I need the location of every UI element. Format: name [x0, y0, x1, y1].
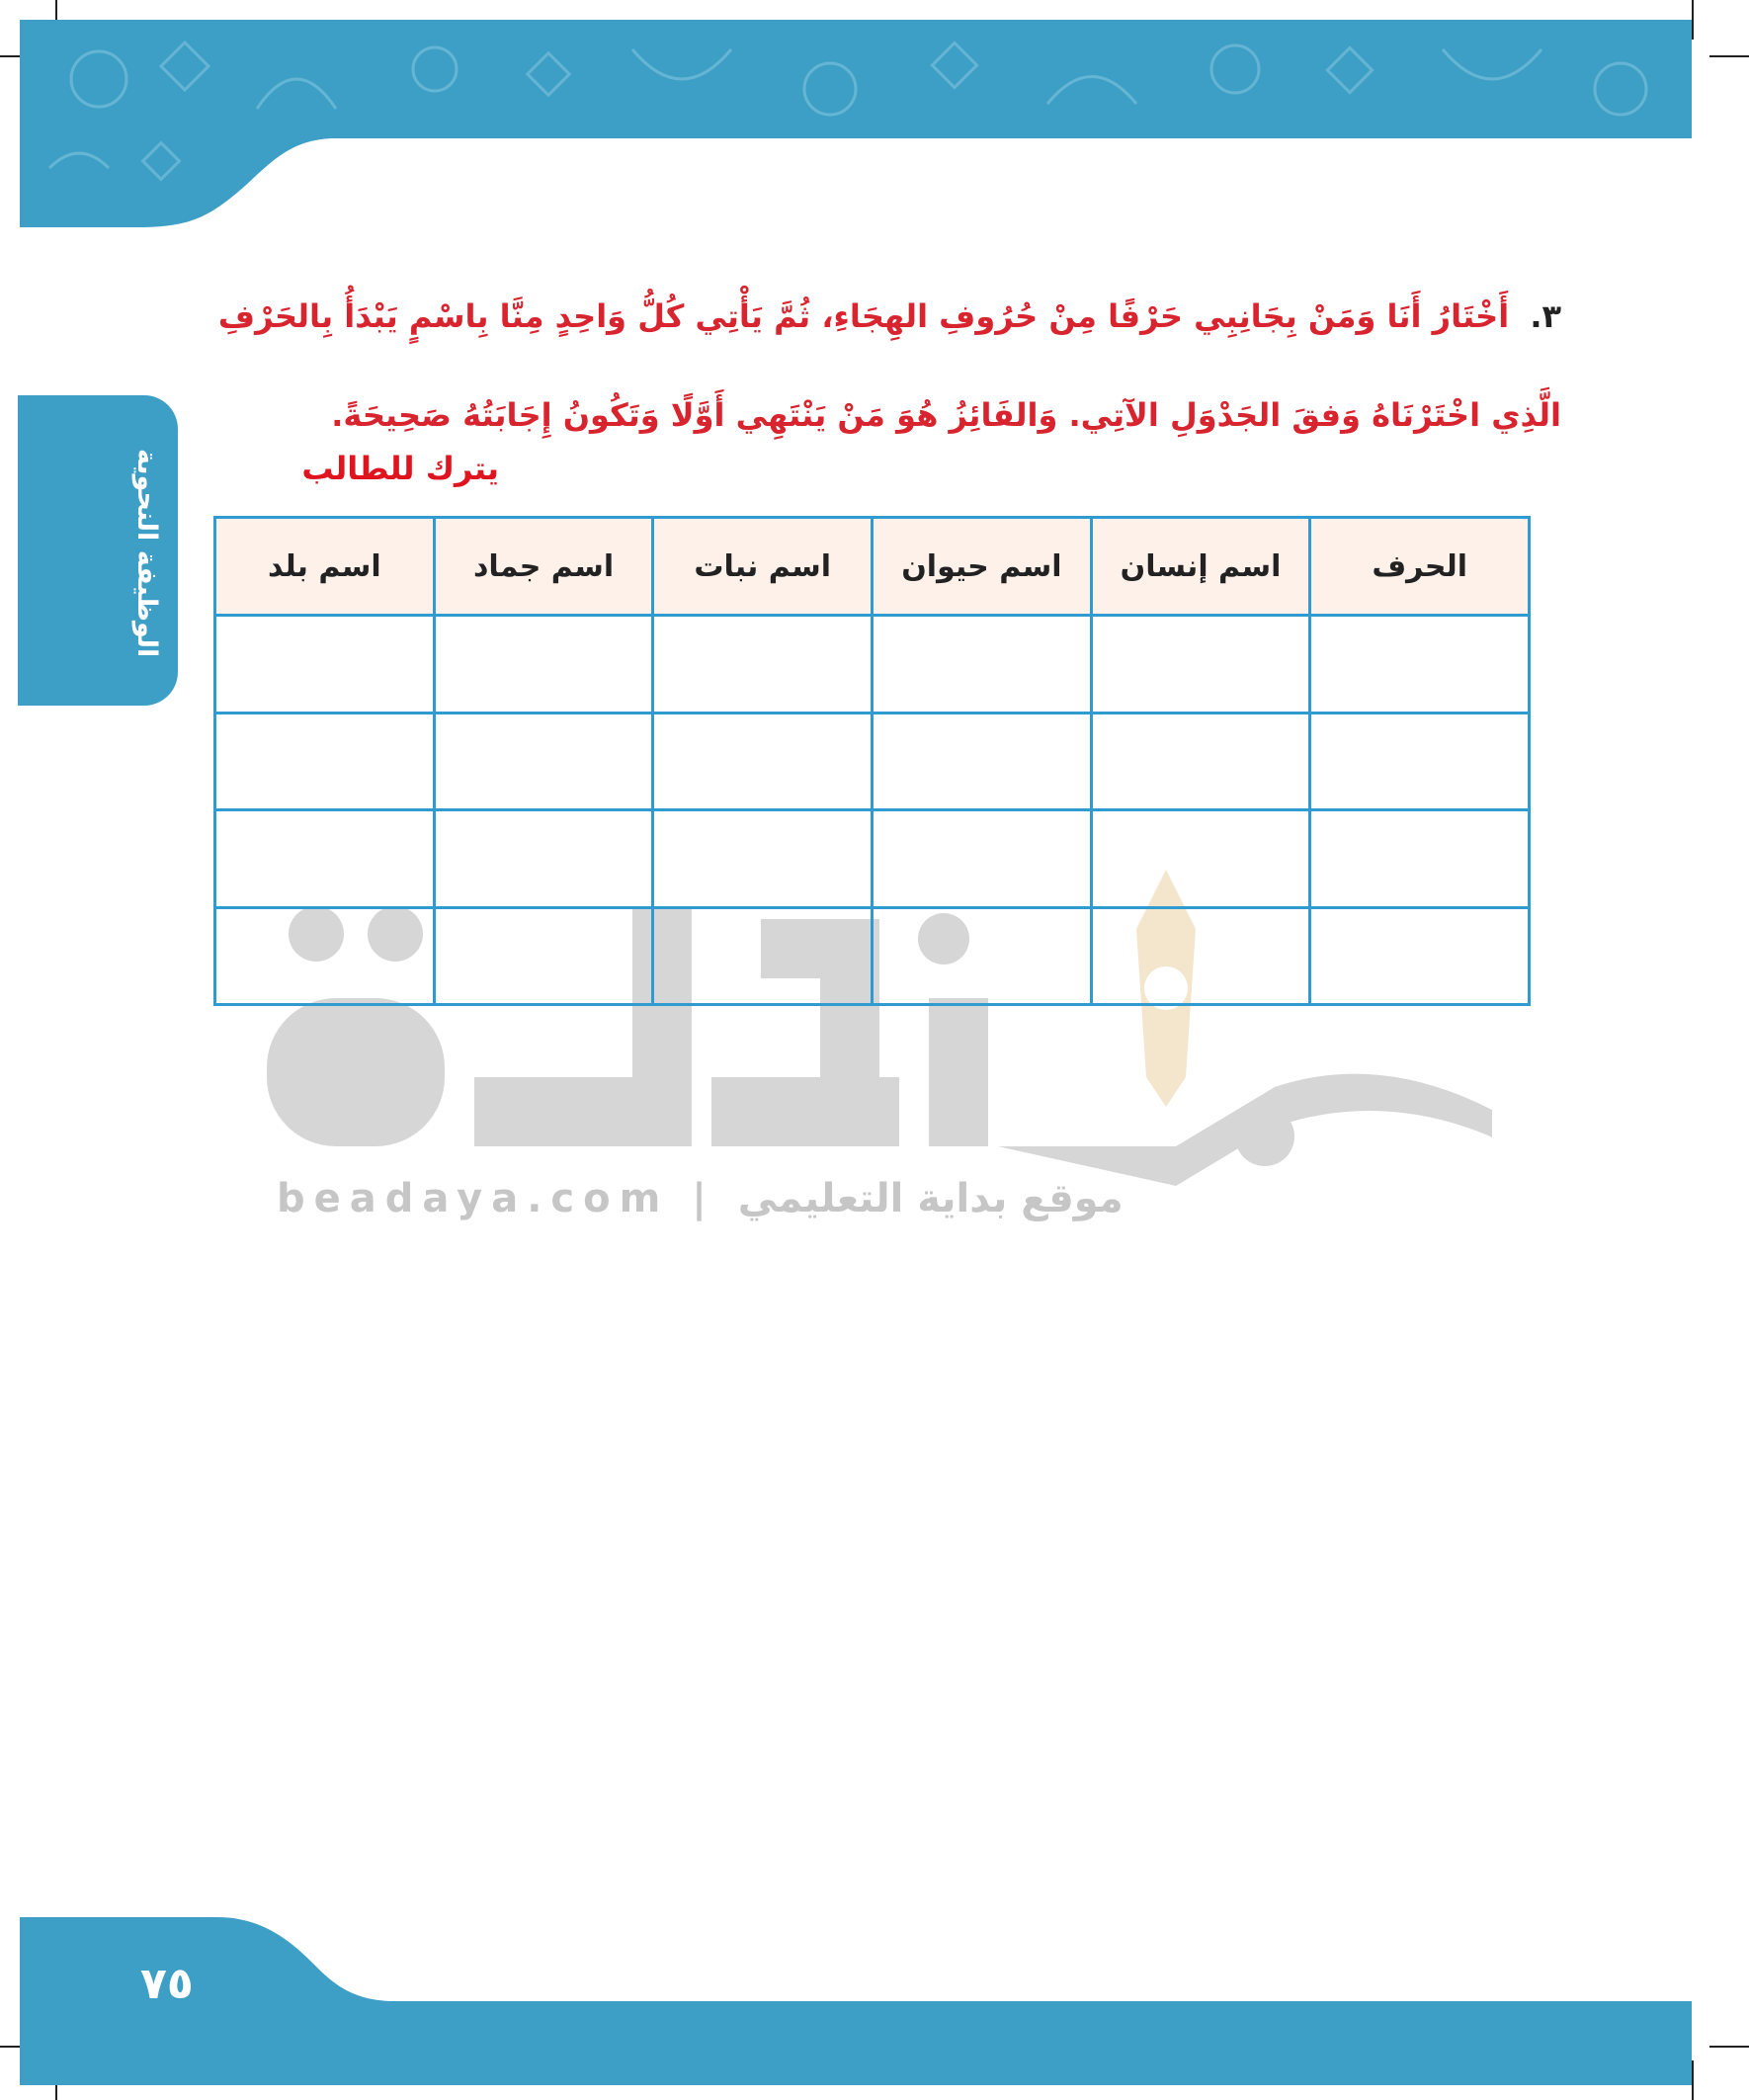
table-cell[interactable]: [873, 713, 1092, 810]
table-cell[interactable]: [434, 713, 653, 810]
table-cell[interactable]: [215, 810, 435, 908]
table-cell[interactable]: [1091, 713, 1310, 810]
question-number: ٣.: [1530, 297, 1561, 335]
table-cell[interactable]: [653, 810, 873, 908]
header-letter: الحرف: [1310, 518, 1530, 616]
table-cell[interactable]: [1091, 810, 1310, 908]
answer-note: يترك للطالب: [301, 450, 499, 487]
table-cell[interactable]: [1310, 713, 1530, 810]
header-animal-name: اسم حيوان: [873, 518, 1092, 616]
table-cell[interactable]: [873, 616, 1092, 714]
header-object-name: اسم جماد: [434, 518, 653, 616]
instruction-line-1: [198, 294, 1561, 338]
table-row: [215, 713, 1530, 810]
instruction-text-1: أَخْتَارُ أَنَا وَمَنْ بِجَانِبِي حَرْفًا مِنْ حُرُوفِ الهِجَاءِ، ثُمَّ يَأْتِي كُلُّ وَاحِدٍ مِنَّا بِاسْمٍ يَبْدَأُ بِالحَرْفِ: [217, 297, 1510, 335]
table-cell[interactable]: [653, 713, 873, 810]
table-cell[interactable]: [1310, 616, 1530, 714]
crop-mark: [1692, 2060, 1694, 2100]
instruction-text-2: الَّذِي اخْتَرْنَاهُ وَفقَ الجَدْوَلِ الآتِي. وَالفَائِزُ هُوَ مَنْ يَنْتَهِي أَوَّلًا وَتَكُونُ إِجَابَتُهُ صَحِيحَةً.: [331, 396, 1561, 434]
header-country-name: اسم بلد: [215, 518, 435, 616]
table-cell[interactable]: [215, 616, 435, 714]
table-cell[interactable]: [434, 616, 653, 714]
table-row: [215, 810, 1530, 908]
table-cell[interactable]: [1091, 616, 1310, 714]
table-cell[interactable]: [434, 907, 653, 1005]
crop-mark: [1692, 0, 1694, 40]
header-plant-name: اسم نبات: [653, 518, 873, 616]
header-band: [20, 20, 1692, 227]
page-number: ٧٥: [140, 1959, 194, 2009]
crop-mark: [1709, 55, 1749, 57]
crop-mark: [1709, 2046, 1749, 2048]
table-cell[interactable]: [1310, 810, 1530, 908]
table-row: [215, 616, 1530, 714]
game-table: [213, 516, 1531, 1006]
header-person-name: اسم إنسان: [1091, 518, 1310, 616]
footer-band: [20, 1917, 1692, 2085]
instruction-line-2: [198, 393, 1561, 437]
table-cell[interactable]: [653, 907, 873, 1005]
table-header-row: [215, 518, 1530, 616]
table-cell[interactable]: [215, 907, 435, 1005]
side-tab-label: الوظيفة النحوية: [131, 449, 162, 658]
table-row: [215, 907, 1530, 1005]
table-cell[interactable]: [434, 810, 653, 908]
table-cell[interactable]: [873, 810, 1092, 908]
watermark-site-line: beadaya.com | موقع بداية التعليمي: [277, 1176, 1124, 1221]
table-cell[interactable]: [215, 713, 435, 810]
table-cell[interactable]: [1091, 907, 1310, 1005]
table-cell[interactable]: [653, 616, 873, 714]
table-cell[interactable]: [873, 907, 1092, 1005]
table-cell[interactable]: [1310, 907, 1530, 1005]
